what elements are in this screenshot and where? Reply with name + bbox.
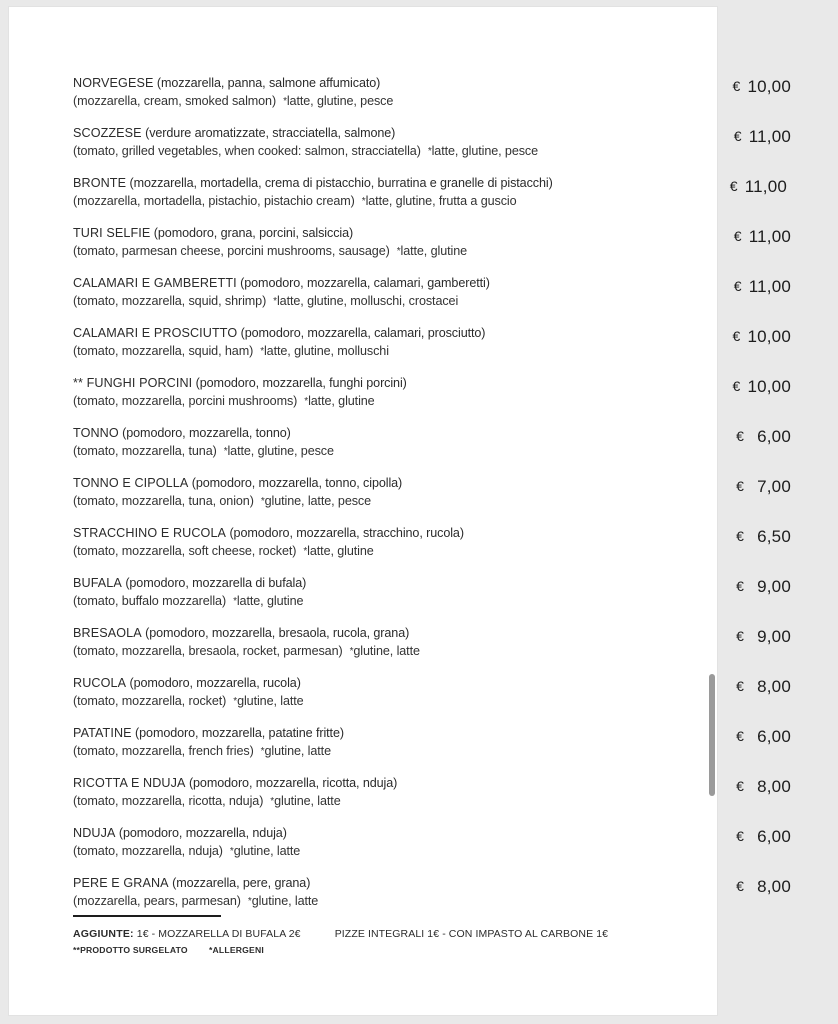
menu-item-name: PATATINE	[73, 726, 132, 740]
menu-item-price	[736, 425, 791, 448]
price-amount: 6,00	[757, 827, 791, 846]
menu-item-name-it	[73, 525, 593, 543]
allergen-asterisk-icon: *	[303, 545, 308, 557]
menu-item-name-it	[73, 325, 593, 343]
menu-item-name: RUCOLA	[73, 676, 127, 690]
vertical-scrollbar[interactable]	[706, 7, 717, 1017]
menu-item-name-it	[73, 375, 593, 393]
menu-item-line-en	[73, 443, 593, 461]
menu-item-allergen-list: latte, glutine	[308, 393, 375, 408]
menu-item-description	[73, 175, 593, 210]
menu-item-ingredients-en: (tomato, mozzarella, tuna)	[73, 443, 217, 458]
currency-symbol: €	[736, 828, 745, 844]
menu-item-ingredients-en: (tomato, mozzarella, squid, ham)	[73, 343, 254, 358]
menu-item-ingredients-it: (mozzarella, panna, salmone affumicato)	[156, 76, 381, 90]
menu-item-price	[736, 575, 791, 598]
allergen-note: *ALLERGENI	[208, 945, 264, 955]
menu-item-price	[736, 675, 791, 698]
footer-divider	[73, 915, 221, 917]
menu-item-description	[73, 625, 593, 660]
menu-item-allergen-list: glutine, latte	[353, 643, 420, 658]
menu-item-allergen-list: glutine, latte	[251, 893, 319, 908]
menu-item-ingredients-en: (tomato, mozzarella, rocket)	[73, 693, 227, 708]
menu-item-ingredients-en: (tomato, mozzarella, soft cheese, rocket)	[73, 543, 297, 558]
menu-item-price	[730, 175, 787, 198]
menu-item-price	[732, 75, 791, 98]
menu-item-name: BRONTE	[73, 176, 127, 190]
currency-symbol: €	[729, 178, 738, 194]
menu-item-allergen-list: latte, glutine	[400, 243, 468, 258]
menu-item-line-en	[73, 143, 593, 161]
menu-item-ingredients-it: (pomodoro, mozzarella, tonno, cipolla)	[191, 476, 403, 490]
menu-item-allergen-list: latte, glutine, pesce	[431, 143, 539, 158]
allergen-asterisk-icon: *	[361, 195, 366, 207]
menu-item-name-it	[73, 675, 593, 693]
menu-item-name-it	[73, 175, 593, 193]
menu-item-name: STRACCHINO E RUCOLA	[73, 526, 227, 540]
menu-item-ingredients-it: (pomodoro, mozzarella, rucola)	[129, 676, 301, 690]
menu-item-name: SCOZZESE	[73, 126, 142, 140]
currency-symbol: €	[736, 678, 745, 694]
menu-item-allergens	[230, 844, 300, 858]
menu-item-allergen-list: glutine, latte, pesce	[264, 493, 372, 508]
menu-item-name: TONNO	[73, 426, 119, 440]
menu-item-ingredients-it: (pomodoro, mozzarella, tonno)	[122, 426, 291, 440]
menu-item-ingredients-en: (tomato, mozzarella, bresaola, rocket, parmesan)	[73, 643, 343, 658]
menu-item-allergens	[248, 894, 318, 908]
menu-item-ingredients-it: (pomodoro, mozzarella di bufala)	[125, 576, 307, 590]
menu-item-allergen-list: latte, glutine, molluschi, crostacei	[276, 293, 459, 308]
menu-item-allergen-list: latte, glutine, molluschi	[263, 343, 389, 358]
menu-item-price	[734, 125, 791, 148]
menu-item-allergens	[362, 194, 517, 208]
menu-item-allergens	[283, 94, 393, 108]
menu-item-name-it	[73, 125, 593, 143]
menu-item-price	[734, 275, 791, 298]
currency-symbol: €	[736, 778, 745, 794]
allergen-asterisk-icon: *	[396, 245, 401, 257]
menu-item-description	[73, 575, 593, 610]
allergen-asterisk-icon: *	[270, 795, 275, 807]
menu-item-name-it	[73, 875, 593, 893]
menu-item-line-en	[73, 243, 593, 261]
price-amount: 7,00	[757, 477, 791, 496]
menu-item-name: BRESAOLA	[73, 626, 142, 640]
menu-item-description	[73, 675, 593, 710]
menu-item-allergens	[428, 144, 538, 158]
menu-item-line-en	[73, 893, 593, 911]
menu-item-line-en	[73, 193, 593, 211]
allergen-asterisk-icon: *	[233, 695, 238, 707]
menu-item-allergen-list: latte, glutine, pesce	[227, 443, 334, 458]
price-amount: 10,00	[747, 377, 791, 396]
menu-item-ingredients-en: (tomato, grilled vegetables, when cooked: salmon, stracciatella)	[73, 143, 421, 158]
menu-item-ingredients-en: (mozzarella, mortadella, pistachio, pistachio cream)	[73, 193, 355, 208]
allergen-asterisk-icon: *	[273, 295, 277, 307]
menu-item-name: NORVEGESE	[73, 76, 154, 90]
menu-item-price	[736, 825, 791, 848]
menu-item-price	[736, 525, 791, 548]
menu-item-description	[73, 275, 593, 310]
currency-symbol: €	[736, 628, 745, 644]
menu-item-allergen-list: latte, glutine	[236, 593, 304, 608]
menu-item-name: PERE E GRANA	[73, 876, 169, 890]
currency-symbol: €	[732, 78, 741, 94]
menu-item-ingredients-en: (tomato, mozzarella, nduja)	[73, 843, 223, 858]
menu-item-allergens	[304, 394, 374, 408]
menu-item-description	[73, 225, 593, 260]
menu-item-description	[73, 875, 593, 910]
price-amount: 10,00	[747, 327, 791, 346]
extras-label: AGGIUNTE:	[73, 928, 134, 940]
menu-item-allergen-list: latte, glutine	[307, 543, 374, 558]
allergen-asterisk-icon: *	[223, 445, 228, 457]
menu-item-name-it	[73, 75, 593, 93]
menu-item-price	[732, 325, 791, 348]
menu-item-ingredients-it: (pomodoro, mozzarella, calamari, gamberetti)	[240, 276, 490, 290]
menu-item-description	[73, 475, 593, 510]
menu-item-allergen-list: glutine, latte	[237, 693, 304, 708]
menu-item-line-en	[73, 593, 593, 611]
menu-item-ingredients-it: (pomodoro, grana, porcini, salsiccia)	[153, 226, 354, 240]
menu-item-ingredients-it: (pomodoro, mozzarella, funghi porcini)	[195, 376, 407, 390]
menu-item-price	[736, 625, 791, 648]
extras-text: 1€ - MOZZARELLA DI BUFALA 2€	[136, 928, 301, 940]
menu-item-ingredients-it: (mozzarella, mortadella, crema di pistacchio, burratina e granelle di pistacchi)	[129, 176, 553, 190]
menu-item-allergen-list: latte, glutine, pesce	[286, 93, 394, 108]
menu-item-line-en	[73, 493, 593, 511]
menu-item-ingredients-en: (tomato, mozzarella, ricotta, nduja)	[73, 793, 264, 808]
menu-item-allergens	[233, 594, 303, 608]
menu-item-ingredients-it: (pomodoro, mozzarella, calamari, prosciutto)	[240, 326, 486, 340]
menu-item-name: CALAMARI E PROSCIUTTO	[73, 326, 238, 340]
price-amount: 9,00	[757, 627, 791, 646]
menu-item-allergens	[303, 544, 373, 558]
footnotes-line	[73, 944, 264, 956]
menu-item-ingredients-it: (pomodoro, mozzarella, bresaola, rucola, grana)	[145, 626, 410, 640]
currency-symbol: €	[732, 328, 741, 344]
price-amount: 6,50	[757, 527, 791, 546]
menu-item-ingredients-en: (tomato, mozzarella, french fries)	[73, 743, 254, 758]
menu-item-price	[736, 875, 791, 898]
currency-symbol: €	[733, 228, 742, 244]
menu-item-ingredients-en: (tomato, buffalo mozzarella)	[73, 593, 227, 608]
menu-item-description	[73, 325, 593, 360]
menu-item-ingredients-en: (tomato, mozzarella, tuna, onion)	[73, 493, 254, 508]
menu-item-name: TONNO E CIPOLLA	[73, 476, 189, 490]
price-amount: 6,00	[757, 727, 791, 746]
allergen-asterisk-icon: *	[233, 595, 237, 607]
menu-item-line-en	[73, 843, 593, 861]
menu-item-ingredients-en: (mozzarella, cream, smoked salmon)	[73, 93, 277, 108]
menu-item-name-it	[73, 575, 593, 593]
price-amount: 9,00	[757, 577, 791, 596]
allergen-asterisk-icon: *	[247, 895, 252, 907]
menu-item-name-it	[73, 625, 593, 643]
price-amount: 8,00	[757, 777, 791, 796]
currency-symbol: €	[736, 878, 745, 894]
allergen-asterisk-icon: *	[260, 745, 265, 757]
extras-line	[73, 927, 608, 941]
currency-symbol: €	[733, 278, 742, 294]
menu-item-ingredients-it: (verdure aromatizzate, stracciatella, salmone)	[145, 126, 396, 140]
menu-item-line-en	[73, 393, 593, 411]
menu-item-allergens	[273, 294, 458, 308]
allergen-asterisk-icon: *	[304, 395, 309, 407]
price-amount: 10,00	[747, 77, 791, 96]
menu-item-description	[73, 375, 593, 410]
currency-symbol: €	[736, 728, 745, 744]
currency-symbol: €	[736, 478, 745, 494]
menu-item-allergen-list: glutine, latte	[264, 743, 331, 758]
menu-item-line-en	[73, 543, 593, 561]
menu-item-name: TURI SELFIE	[73, 226, 151, 240]
allergen-asterisk-icon: *	[349, 645, 354, 657]
menu-item-allergens	[233, 694, 303, 708]
menu-item-ingredients-en: (tomato, parmesan cheese, porcini mushrooms, sausage)	[73, 243, 390, 258]
currency-symbol: €	[736, 528, 745, 544]
menu-item-price	[736, 775, 791, 798]
price-amount: 8,00	[757, 677, 791, 696]
menu-item-allergen-list: latte, glutine, frutta a guscio	[365, 193, 517, 208]
menu-item-line-en	[73, 743, 593, 761]
scrollbar-thumb[interactable]	[709, 674, 715, 796]
menu-item-ingredients-it: (pomodoro, mozzarella, stracchino, rucola)	[229, 526, 464, 540]
menu-item-name: NDUJA	[73, 826, 116, 840]
menu-item-name-it	[73, 775, 593, 793]
menu-item-line-en	[73, 643, 593, 661]
menu-item-price	[736, 725, 791, 748]
menu-item-description	[73, 525, 593, 560]
menu-item-ingredients-en: (tomato, mozzarella, porcini mushrooms)	[73, 393, 298, 408]
menu-item-allergens	[261, 494, 371, 508]
menu-item-name-it	[73, 425, 593, 443]
allergen-asterisk-icon: *	[260, 345, 264, 357]
menu-item-line-en	[73, 293, 593, 311]
menu-item-allergen-list: glutine, latte	[274, 793, 341, 808]
menu-item-name-it	[73, 825, 593, 843]
menu-item-price	[736, 475, 791, 498]
menu-item-description	[73, 825, 593, 860]
menu-item-description	[73, 75, 593, 110]
price-amount: 8,00	[757, 877, 791, 896]
menu-item-price	[734, 225, 791, 248]
menu-item-line-en	[73, 793, 593, 811]
extras-text-2: PIZZE INTEGRALI 1€ - CON IMPASTO AL CARBONE 1€	[334, 928, 609, 940]
price-amount: 6,00	[757, 427, 791, 446]
menu-item-allergens	[261, 744, 331, 758]
currency-symbol: €	[736, 578, 745, 594]
allergen-asterisk-icon: *	[427, 145, 432, 157]
menu-item-allergens	[260, 344, 389, 358]
menu-item-price	[732, 375, 791, 398]
menu-item-name: ** FUNGHI PORCINI	[73, 376, 193, 390]
menu-item-name: CALAMARI E GAMBERETTI	[73, 276, 237, 290]
frozen-product-note: **PRODOTTO SURGELATO	[73, 945, 188, 955]
menu-item-ingredients-en: (mozzarella, pears, parmesan)	[73, 893, 241, 908]
menu-item-allergen-list: glutine, latte	[233, 843, 301, 858]
menu-item-line-en	[73, 343, 593, 361]
price-amount: 11,00	[748, 277, 791, 296]
price-amount: 11,00	[748, 127, 791, 146]
currency-symbol: €	[733, 128, 742, 144]
menu-item-description	[73, 725, 593, 760]
menu-item-ingredients-en: (tomato, mozzarella, squid, shrimp)	[73, 293, 267, 308]
menu-item-line-en	[73, 93, 593, 111]
menu-page	[8, 6, 791, 1016]
allergen-asterisk-icon: *	[229, 845, 234, 857]
menu-item-name-it	[73, 275, 593, 293]
menu-item-ingredients-it: (pomodoro, mozzarella, nduja)	[118, 826, 287, 840]
allergen-asterisk-icon: *	[283, 95, 287, 107]
menu-item-description	[73, 775, 593, 810]
menu-item-allergens	[270, 794, 340, 808]
menu-item-description	[73, 125, 593, 160]
menu-item-ingredients-it: (pomodoro, mozzarella, ricotta, nduja)	[188, 776, 398, 790]
currency-symbol: €	[732, 378, 741, 394]
menu-item-name-it	[73, 725, 593, 743]
menu-item-ingredients-it: (pomodoro, mozzarella, patatine fritte)	[135, 726, 344, 740]
menu-item-line-en	[73, 693, 593, 711]
menu-item-name: BUFALA	[73, 576, 122, 590]
menu-item-name-it	[73, 225, 593, 243]
menu-item-allergens	[350, 644, 420, 658]
menu-item-name-it	[73, 475, 593, 493]
allergen-asterisk-icon: *	[260, 495, 265, 507]
price-amount: 11,00	[748, 227, 791, 246]
menu-item-description	[73, 425, 593, 460]
menu-item-allergens	[224, 444, 334, 458]
menu-item-ingredients-it: (mozzarella, pere, grana)	[172, 876, 311, 890]
price-amount: 11,00	[744, 177, 787, 196]
currency-symbol: €	[736, 428, 745, 444]
menu-item-name: RICOTTA E NDUJA	[73, 776, 186, 790]
menu-item-allergens	[397, 244, 467, 258]
